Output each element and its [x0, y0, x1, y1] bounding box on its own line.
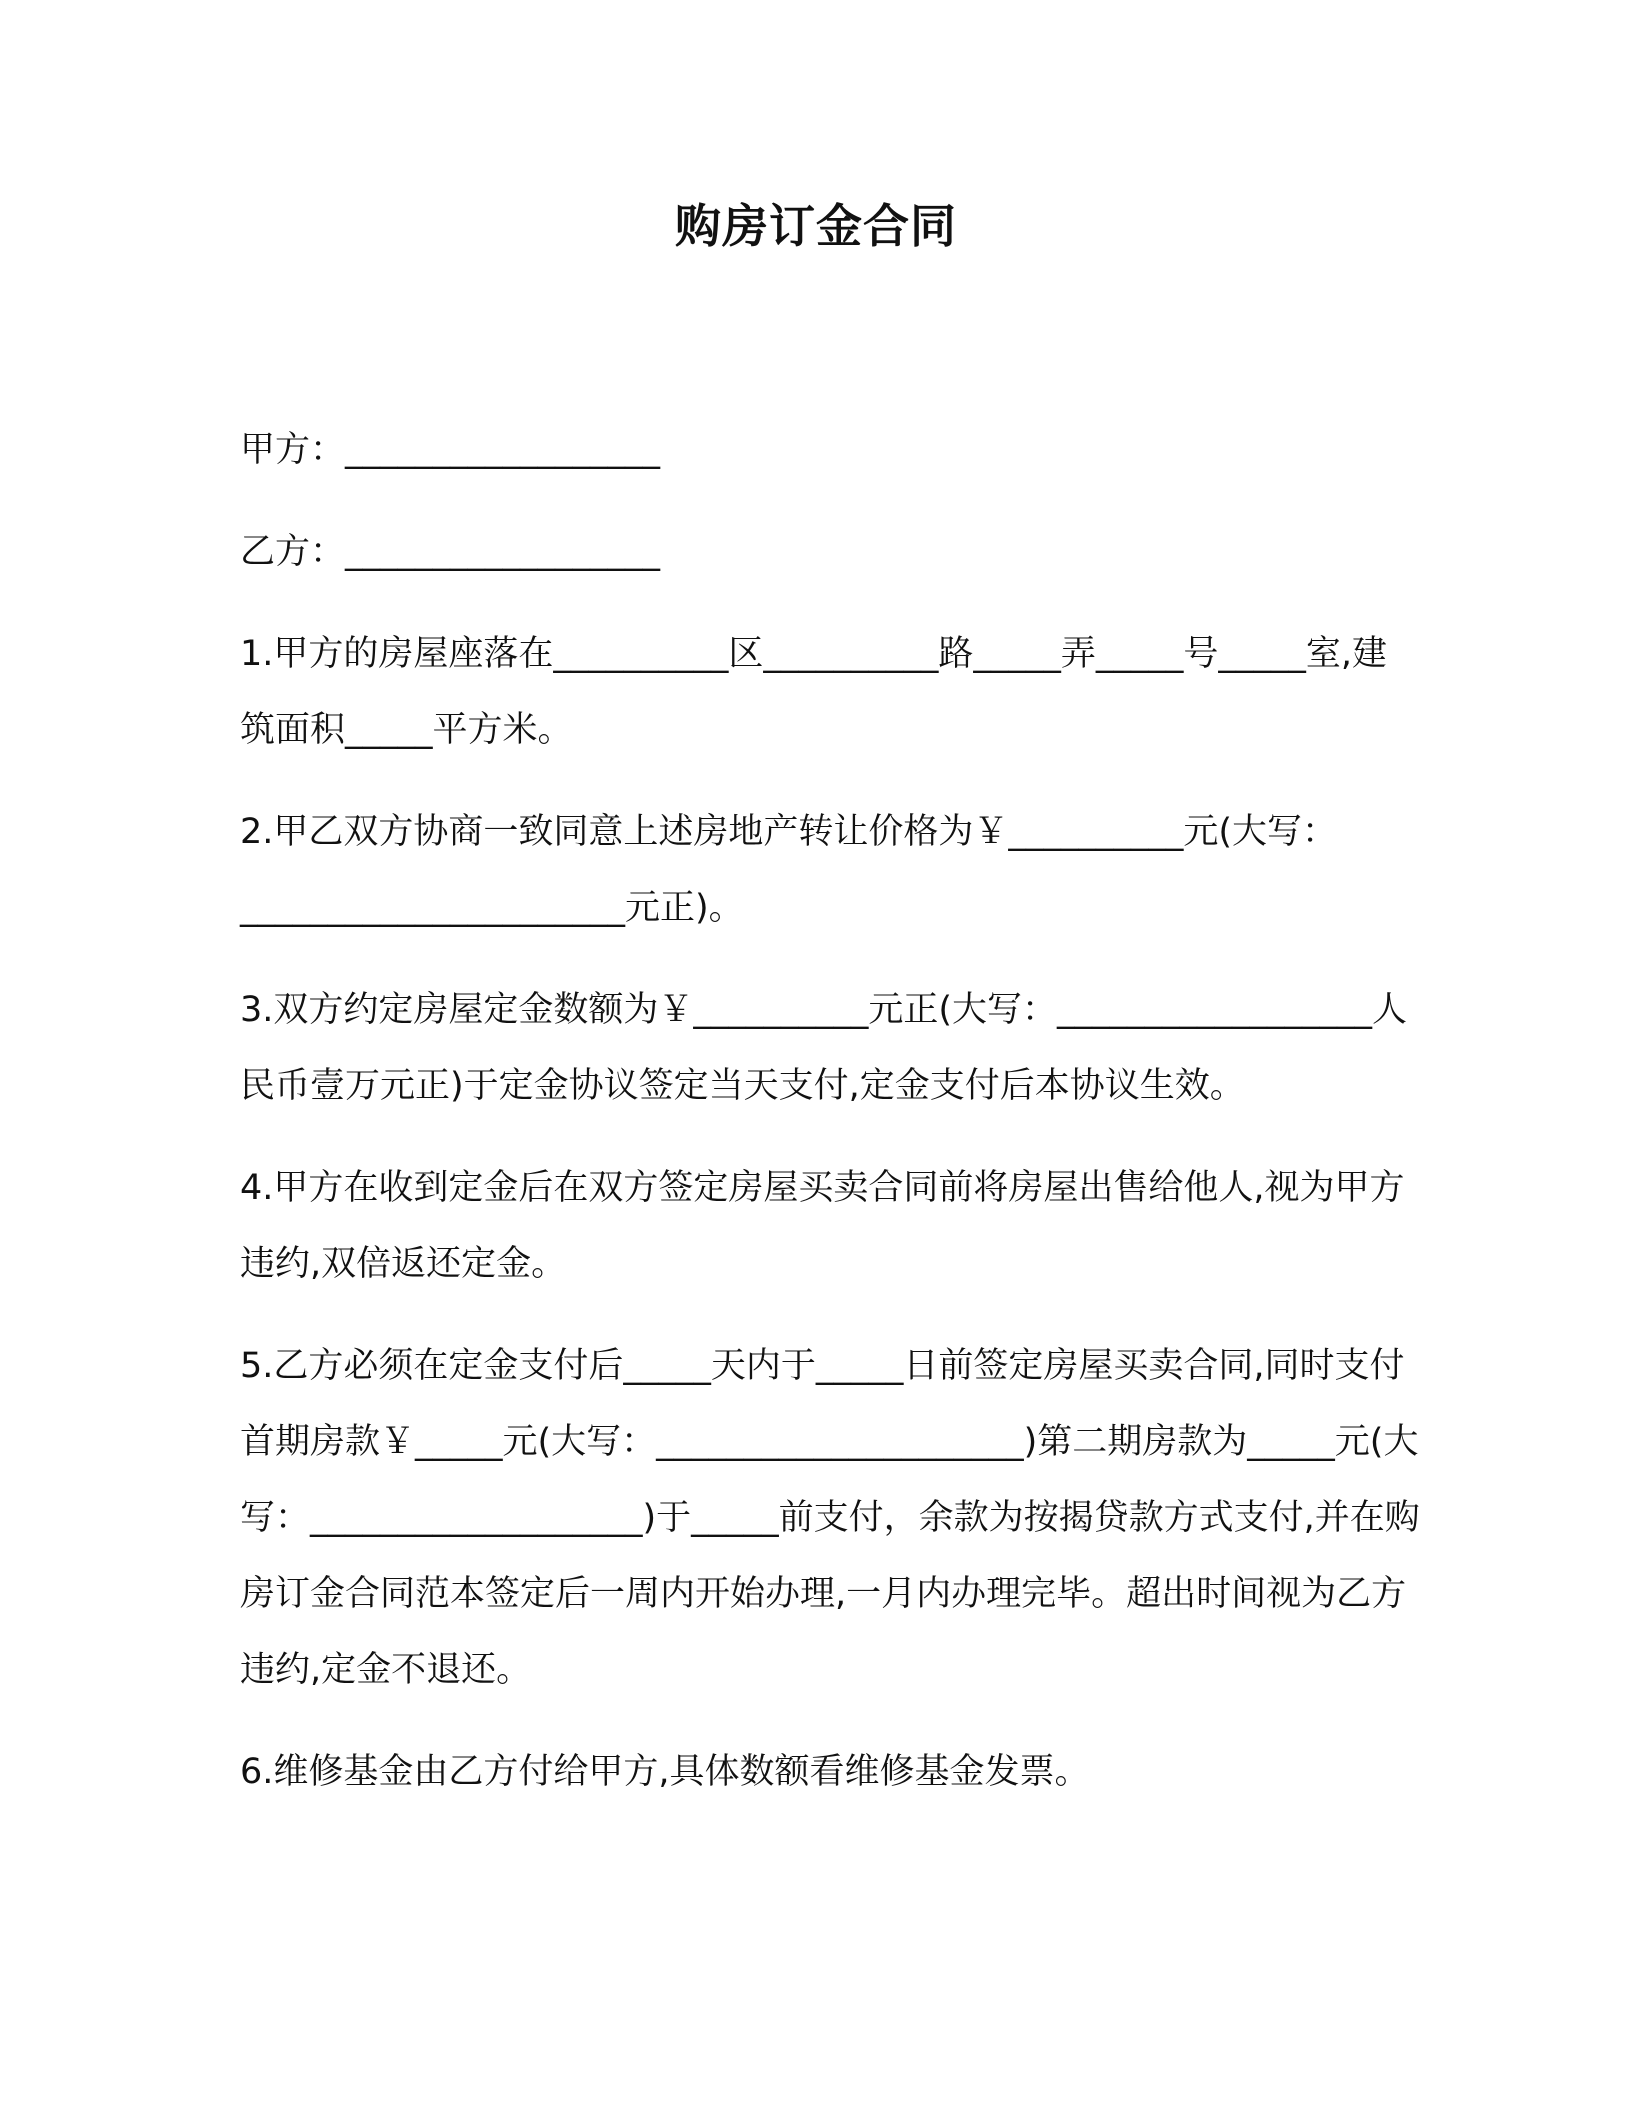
clause-2: 2.甲乙双方协商一致同意上述房地产转让价格为￥__________元(大写：______________________元正)。 — [240, 812, 1338, 928]
clause-1: 1.甲方的房屋座落在__________区__________路_____弄_____号_____室,建筑面积_____平方米。 — [240, 634, 1388, 750]
clause-5: 5.乙方必须在定金支付后_____天内于_____日前签定房屋买卖合同,同时支付首期房款￥_____元(大写：_____________________)第二期房款为_____元(大写：___________________)于_____前支付，余款为按揭贷款方式支付,并在购房订金合同范本签定后一周内开始办理,一月内办理完毕。超出时间视为乙方违约,定金不退还。 — [240, 1346, 1420, 1690]
clause-6: 6.维修基金由乙方付给甲方,具体数额看维修基金发票。 — [240, 1752, 1090, 1792]
contract-body — [240, 412, 1420, 1810]
clause-3: 3.双方约定房屋定金数额为￥__________元正(大写：__________________人民币壹万元正)于定金协议签定当天支付,定金支付后本协议生效。 — [240, 990, 1408, 1106]
clause-4: 4.甲方在收到定金后在双方签定房屋买卖合同前将房屋出售给他人,视为甲方违约,双倍返还定金。 — [240, 1168, 1405, 1284]
party-b-line: 乙方：__________________ — [240, 532, 661, 572]
document-title: 购房订金合同 — [675, 199, 957, 253]
party-a-line: 甲方：__________________ — [240, 430, 661, 470]
